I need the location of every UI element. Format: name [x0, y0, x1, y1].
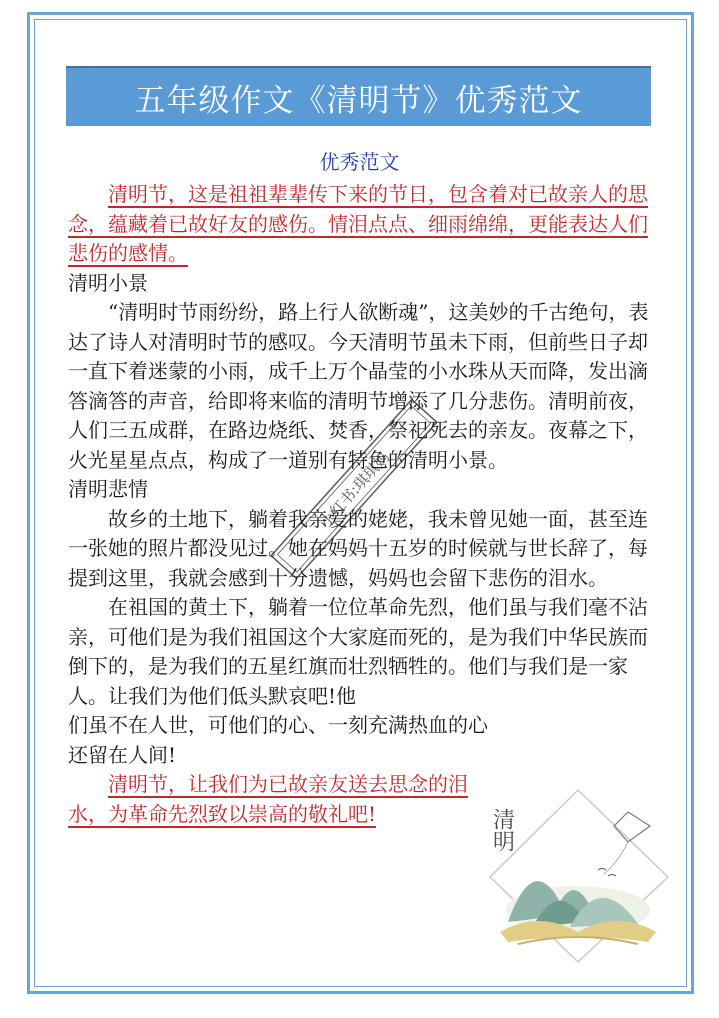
- section-heading-scene: 清明小景: [68, 270, 148, 295]
- qingming-illustration: [478, 782, 678, 967]
- illustration-text: 清明: [489, 808, 515, 852]
- martyrs-paragraph-tail: 们虽不在人世，可他们的心、一刻充满热血的心还留在人间!: [68, 713, 488, 767]
- intro-paragraph: 清明节，这是祖祖辈辈传下来的节日，包含着对已故亲人的思念，蕴藏着已故好友的感伤。情泪点点、细雨绵绵，更能表达人们悲伤的感情。: [68, 182, 648, 265]
- watermark-text: 小红书:琪琪妈: [316, 448, 394, 532]
- martyrs-paragraph: 在祖国的黄土下，躺着一位位革命先烈，他们虽与我们毫不沾亲，可他们是为我们祖国这个大家庭而死的，是为我们中华民族而倒下的，是为我们的五星红旗而壮烈牺牲的。他们与我们是一家人。让我们为他们低头默哀吧!他: [68, 595, 648, 708]
- grandma-paragraph: 故乡的土地下，躺着我亲爱的姥姥，我未曾见她一面，甚至连一张她的照片都没见过。她在妈妈十五岁的时候就与世长辞了，每提到这里，我就会感到十分遗憾，妈妈也会留下悲伤的泪水。: [68, 506, 648, 590]
- document-title: 五年级作文《清明节》优秀范文: [66, 66, 651, 126]
- document-subtitle: 优秀范文: [319, 150, 400, 174]
- essay-body: [68, 180, 654, 829]
- closing-paragraph: 清明节，让我们为已故亲友送去思念的泪水，为革命先烈致以崇高的敬礼吧!: [68, 772, 468, 826]
- scene-paragraph: “清明时节雨纷纷，路上行人欲断魂”，这美妙的千古绝句，表达了诗人对清明时节的感叹。今天清明节虽未下雨，但前些日子却一直下着迷蒙的小雨，成千上万个晶莹的小水珠从天而降，发出滴答滴答的声音，给即将来临的清明节增添了几分悲伤。清明前夜，人们三五成群，在路边烧纸、焚香，祭祀死去的亲友。夜幕之下，火光星星点点，构成了一道别有特色的清明小景。: [68, 300, 649, 472]
- section-heading-sorrow: 清明悲情: [68, 477, 148, 501]
